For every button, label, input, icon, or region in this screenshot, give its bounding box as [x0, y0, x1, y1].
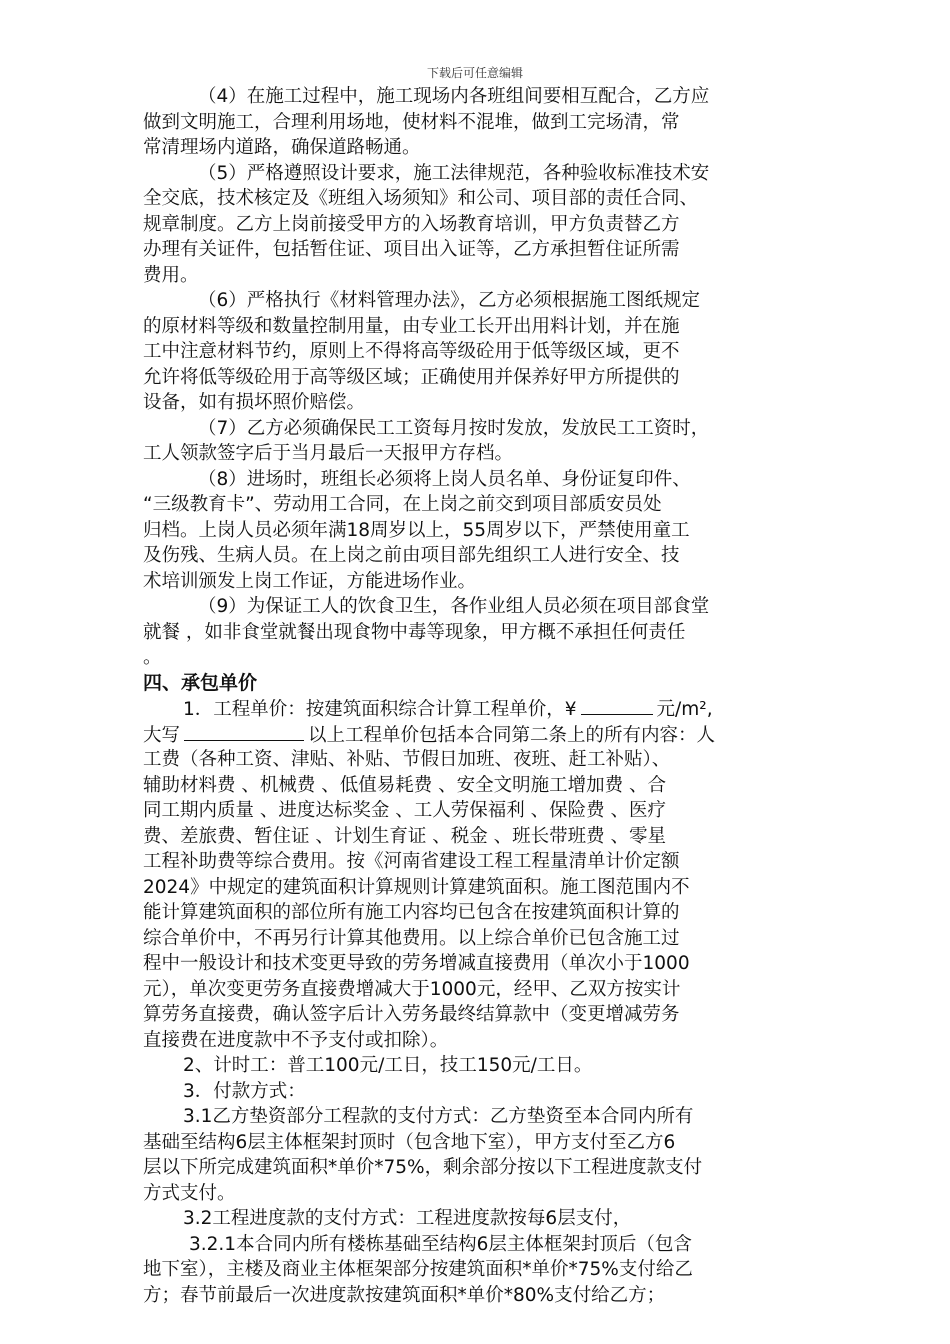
text-line: 全交底，技术核定及《班组入场须知》和公司、项目部的责任合同、	[143, 188, 699, 209]
document-body	[143, 84, 813, 1308]
text-line: 元），单次变更劳务直接费增减大于1000元，经甲、乙双方按实计	[143, 978, 681, 1000]
text-span: 元/m²,	[656, 699, 713, 720]
text-line: 工中注意材料节约，原则上不得将高等级砼用于低等级区域，更不	[143, 341, 680, 362]
text-line: 就餐 ，如非食堂就餐出现食物中毒等现象，甲方概不承担任何责任	[143, 621, 686, 643]
text-line: 规章制度。乙方上岗前接受甲方的入场教育培训，甲方负责替乙方	[143, 213, 680, 235]
text-line: 2、计时工：普工100元/工日，技工150元/工日。	[183, 1055, 593, 1076]
text-line: 术培训颁发上岗工作证，方能进场作业。	[143, 570, 477, 592]
text-span: 大写	[143, 724, 181, 746]
unit-price-blank	[581, 696, 653, 715]
text-line: 费、差旅费、暂住证 、计划生育证 、税金 、班长带班费 、零星	[143, 825, 667, 847]
text-line: 设备，如有损坏照价赔偿。	[143, 392, 366, 413]
text-line: （5）严格遵照设计要求，施工法律规范，各种验收标准技术安	[198, 162, 710, 184]
text-line: 地下室），主楼及商业主体框架部分按建筑面积*单价*75%支付给乙	[143, 1259, 693, 1280]
text-line: 工人领款签字后于当月最后一天报甲方存档。	[143, 443, 514, 464]
text-line: 工费（各种工资、津贴、补贴、节假日加班、夜班、赶工补贴）、	[143, 749, 671, 770]
text-line: 费用。	[143, 264, 199, 286]
text-line: 3.2.1本合同内所有楼栋基础至结构6层主体框架封顶后（包含	[189, 1233, 692, 1255]
text-line: 程中一般设计和技术变更导致的劳务增减直接费用（单次小于1000	[143, 953, 690, 974]
text-line: 方；春节前最后一次进度款按建筑面积*单价*80%支付给乙方；	[143, 1284, 666, 1306]
text-span: 1．工程单价：按建筑面积综合计算工程单价，¥	[183, 699, 577, 720]
text-line: 算劳务直接费，确认签字后计入劳务最终结算款中（变更增减劳务	[143, 1004, 680, 1025]
text-line: （4）在施工过程中，施工现场内各班组间要相互配合，乙方应	[198, 86, 710, 107]
text-line: 及伤残、生病人员。在上岗之前由项目部先组织工人进行安全、技	[143, 545, 680, 566]
text-line: 归档。上岗人员必须年满18周岁以上，55周岁以下，严禁使用童工	[143, 519, 690, 541]
text-line: 的原材料等级和数量控制用量，由专业工长开出用料计划，并在施	[143, 315, 680, 337]
text-line	[143, 722, 813, 748]
text-line: 同工期内质量 、进度达标奖金 、工人劳保福利 、保险费 、医疗	[143, 800, 667, 821]
text-line: “三级教育卡”、劳动用工合同，在上岗之前交到项目部质安员处	[143, 494, 662, 515]
text-line: 辅助材料费 、机械费 、低值易耗费 、安全文明施工增加费 、合	[143, 774, 667, 796]
text-line: （8）进场时，班组长必须将上岗人员名单、身份证复印件、	[198, 468, 691, 490]
text-line	[143, 696, 813, 722]
text-line: 做到文明施工，合理利用场地，使材料不混堆，做到工完场清，常	[143, 111, 680, 133]
text-line: （9）为保证工人的饮食卫生，各作业组人员必须在项目部食堂	[198, 596, 710, 617]
text-line: 综合单价中，不再另行计算其他费用。以上综合单价已包含施工过	[143, 927, 680, 949]
text-line: 3.1乙方垫资部分工程款的支付方式：乙方垫资至本合同内所有	[183, 1106, 694, 1127]
section-heading: 四、承包单价	[143, 671, 258, 694]
text-line: 能计算建筑面积的部位所有施工内容均已包含在按建筑面积计算的	[143, 902, 680, 923]
text-line: 方式支付。	[143, 1182, 236, 1204]
text-line: 常清理场内道路，确保道路畅通。	[143, 137, 421, 158]
amount-words-blank	[184, 722, 304, 741]
text-line: 3.2工程进度款的支付方式：工程进度款按每6层支付，	[183, 1208, 632, 1229]
text-line: （6）严格执行《材料管理办法》，乙方必须根据施工图纸规定	[198, 290, 701, 311]
text-line: 。	[143, 647, 162, 668]
text-line: 3．付款方式：	[183, 1080, 306, 1102]
text-line: 基础至结构6层主体框架封顶时（包含地下室），甲方支付至乙方6	[143, 1131, 676, 1153]
text-line: （7）乙方必须确保民工工资每月按时发放，发放民工工资时，	[198, 417, 710, 439]
text-line: 直接费在进度款中不予支付或扣除）。	[143, 1029, 449, 1051]
text-span: 以上工程单价包括本合同第二条上的所有内容：人	[308, 724, 716, 746]
page-header: 下载后可任意编辑	[426, 66, 523, 80]
text-line: 办理有关证件，包括暂住证、项目出入证等，乙方承担暂住证所需	[143, 239, 680, 260]
text-line: 2024》中规定的建筑面积计算规则计算建筑面积。施工图范围内不	[143, 876, 690, 898]
text-line: 工程补助费等综合费用。按《河南省建设工程工程量清单计价定额	[143, 851, 680, 872]
text-line: 层以下所完成建筑面积*单价*75%，剩余部分按以下工程进度款支付	[143, 1157, 703, 1178]
text-line: 允许将低等级砼用于高等级区域；正确使用并保养好甲方所提供的	[143, 366, 680, 388]
